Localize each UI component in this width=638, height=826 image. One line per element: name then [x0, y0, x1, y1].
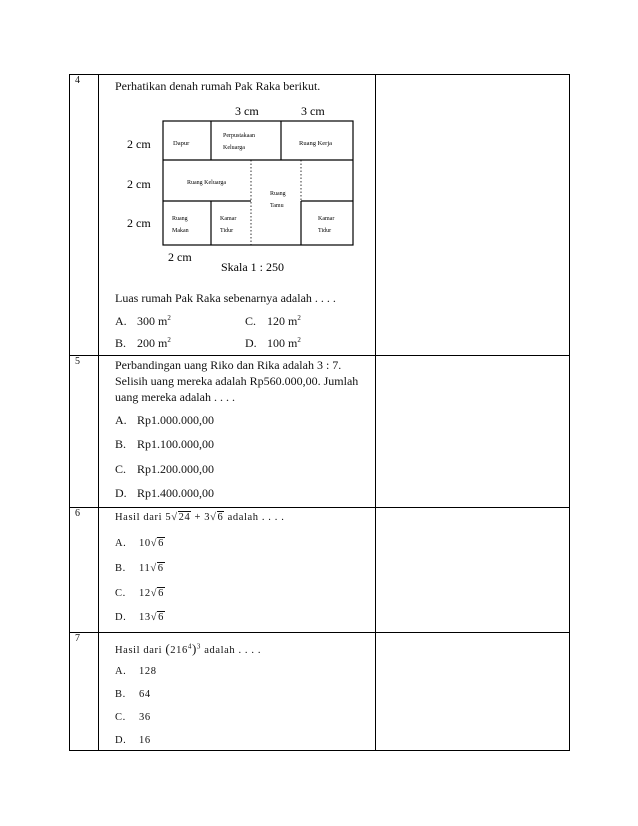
number-cell — [70, 508, 99, 632]
question-cell — [99, 508, 376, 632]
question-cell — [99, 356, 376, 507]
answer-cell — [376, 508, 570, 632]
left-dim-3: 2 cm — [127, 216, 151, 230]
radicand: 6 — [158, 588, 164, 599]
exam-table — [69, 74, 570, 751]
option-b — [115, 689, 151, 700]
question-text — [115, 641, 261, 657]
room-perpustakaan-1: Perpustakaan — [223, 133, 255, 139]
number-cell — [70, 633, 99, 750]
question-line: Selisih uang mereka adalah Rp560.000,00. Jumlah — [115, 374, 359, 388]
question-cell — [99, 75, 376, 355]
option-a — [115, 413, 214, 428]
text-prefix: Hasil dari — [115, 512, 163, 523]
option-a — [115, 538, 165, 549]
question-row-6 — [70, 508, 570, 633]
left-dim-2: 2 cm — [127, 177, 151, 191]
option-label: B. — [115, 336, 127, 350]
option-c — [115, 712, 151, 723]
radical: √6 — [150, 563, 164, 574]
option-label: A. — [115, 413, 127, 427]
room-kamar-2-a: Kamar — [318, 216, 335, 222]
question-text: Luas rumah Pak Raka sebenarnya adalah . . . . — [115, 291, 336, 305]
option-value: 16 — [139, 735, 151, 746]
option-label: B. — [115, 437, 127, 451]
option-value: Rp1.000.000,00 — [137, 413, 215, 427]
room-ruang-makan-1: Ruang — [172, 216, 188, 222]
question-row-7 — [70, 633, 570, 751]
option-label: D. — [115, 486, 127, 500]
question-number: 5 — [75, 356, 80, 367]
question-row-5 — [70, 356, 570, 508]
question-intro: Perhatikan denah rumah Pak Raka berikut. — [115, 79, 321, 93]
option-c — [115, 462, 214, 477]
option-value: Rp1.400.000,00 — [137, 486, 215, 500]
room-ruang-makan-2: Makan — [172, 228, 189, 234]
room-ruang-keluarga: Ruang Keluarga — [187, 180, 227, 186]
room-ruang-kerja: Ruang Kerja — [299, 140, 333, 147]
room-kamar-1-b: Tidur — [220, 228, 234, 234]
plus-sign: + — [194, 512, 202, 523]
text-suffix: adalah . . . . — [204, 645, 262, 656]
option-value: Rp1.100.000,00 — [137, 437, 215, 451]
option-label: C. — [245, 314, 257, 328]
room-kamar-2-b: Tidur — [318, 228, 332, 234]
question-text — [115, 512, 284, 523]
top-dim-1: 3 cm — [235, 104, 259, 118]
question-cell — [99, 633, 376, 750]
option-d — [115, 486, 214, 501]
radicand: 6 — [157, 563, 164, 574]
radical: √6 — [210, 512, 224, 523]
radical: √6 — [150, 612, 164, 623]
room-ruang-tamu-2: Tamu — [270, 203, 284, 209]
option-value: 200 m — [137, 336, 168, 350]
question-number: 7 — [75, 633, 80, 644]
number-cell — [70, 75, 99, 355]
question-line: uang mereka adalah . . . . — [115, 390, 235, 404]
radical: √24 — [171, 512, 191, 523]
coefficient: 3 — [204, 512, 211, 523]
answer-cell — [376, 633, 570, 750]
answer-cell — [376, 75, 570, 355]
text-suffix: adalah . . . . — [227, 512, 285, 523]
number-cell — [70, 356, 99, 507]
option-label: A. — [115, 314, 127, 328]
option-label: C. — [115, 712, 126, 723]
room-ruang-tamu-1: Ruang — [270, 191, 286, 197]
question-row-4 — [70, 75, 570, 356]
inner-exponent: 4 — [187, 642, 192, 651]
option-exponent: 2 — [297, 336, 301, 344]
outer-exponent: 3 — [196, 642, 202, 651]
radicand: 6 — [158, 612, 164, 623]
option-value: 300 m — [137, 314, 168, 328]
text-prefix: Hasil dari — [115, 645, 163, 656]
option-value: 36 — [139, 712, 151, 723]
option-d — [115, 612, 165, 623]
option-label: B. — [115, 689, 126, 700]
radicand: 6 — [158, 538, 164, 549]
option-label: D. — [245, 336, 257, 350]
option-a — [115, 314, 171, 329]
base: 216 — [170, 645, 188, 656]
option-label: D. — [115, 612, 127, 623]
room-dapur: Dapur — [173, 140, 190, 147]
radical: √6 — [150, 538, 164, 549]
option-label: C. — [115, 462, 127, 476]
option-label: C. — [115, 588, 126, 599]
option-label: A. — [115, 666, 127, 677]
coefficient: 13 — [139, 612, 151, 623]
radicand: 6 — [217, 512, 224, 523]
scale-label: Skala 1 : 250 — [221, 260, 284, 274]
coefficient: 5 — [165, 512, 172, 523]
bottom-dim: 2 cm — [168, 250, 192, 264]
radicand: 24 — [178, 512, 191, 523]
option-value: 120 m — [267, 314, 298, 328]
option-b — [115, 336, 171, 351]
coefficient: 11 — [139, 563, 151, 574]
option-exponent: 2 — [297, 314, 301, 322]
option-label: D. — [115, 735, 127, 746]
option-value: 128 — [139, 666, 157, 677]
radical: √6 — [150, 588, 164, 599]
room-perpustakaan-2: Keluarga — [223, 145, 245, 151]
question-line: Perbandingan uang Riko dan Rika adalah 3 : 7. — [115, 358, 342, 372]
left-dim-1: 2 cm — [127, 137, 151, 151]
option-b — [115, 437, 214, 452]
close-paren: ) — [191, 641, 197, 656]
option-d — [115, 735, 151, 746]
house-floor-plan — [115, 101, 375, 291]
top-dim-2: 3 cm — [301, 104, 325, 118]
room-kamar-1-a: Kamar — [220, 216, 237, 222]
option-label: A. — [115, 538, 127, 549]
option-b — [115, 563, 165, 574]
option-c — [245, 314, 301, 329]
answer-cell — [376, 356, 570, 507]
option-label: B. — [115, 563, 126, 574]
option-a — [115, 666, 157, 677]
coefficient: 12 — [139, 588, 151, 599]
open-paren: ( — [165, 641, 171, 656]
question-number: 4 — [75, 75, 80, 86]
option-value: Rp1.200.000,00 — [137, 462, 215, 476]
coefficient: 10 — [139, 538, 151, 549]
option-c — [115, 588, 165, 599]
option-d — [245, 336, 301, 351]
option-value: 100 m — [267, 336, 298, 350]
option-value: 64 — [139, 689, 151, 700]
option-exponent: 2 — [167, 314, 171, 322]
option-exponent: 2 — [167, 336, 171, 344]
question-number: 6 — [75, 508, 80, 519]
